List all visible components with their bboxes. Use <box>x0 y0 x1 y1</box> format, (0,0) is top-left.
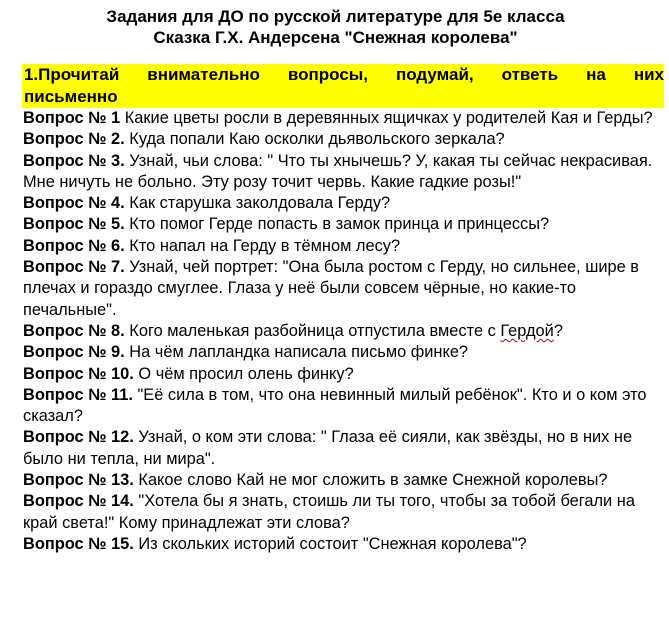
question-text: Узнай, о ком эти слова: " Глаза её сияли, как звёзды, но в них не было ни тепла, ни мира". <box>23 428 633 468</box>
instruction-word: них <box>633 65 664 84</box>
question-item <box>22 491 653 534</box>
question-text: Узнай, чей портрет: "Она была ростом с Герду, но сильнее, шире в плечах и гораздо смуглее. Глаза у неё были совсем чёрные, но какие-то печальные". <box>23 258 639 319</box>
document-title-line1: Задания для ДО по русской литературе для 5е класса <box>106 7 565 26</box>
instruction-word: ответь <box>501 65 559 84</box>
question-text: Какие цветы росли в деревянных ящичках у родителей Кая и Герды? <box>120 109 653 127</box>
question-text: Узнай, чьи слова: " Что ты хнычешь? У, какая ты сейчас некрасивая. Мне ничуть не больно. Эту розу точит червь. Какие гадкие розы!" <box>23 151 653 191</box>
question-item <box>22 236 653 257</box>
question-item <box>22 534 653 555</box>
question-text: "Хотела бы я знать, стоишь ли ты того, чтобы за тобой бегали на край света!" Кому принадлежат эти слова? <box>23 492 635 532</box>
question-number: Вопрос № 4. <box>23 194 125 213</box>
document-title-line2: Сказка Г.Х. Андерсена "Снежная королева" <box>153 28 518 47</box>
question-text-end: ? <box>553 321 563 340</box>
question-text: "Её сила в том, что она невинный милый ребёнок". Кто и о ком это сказал? <box>23 385 647 426</box>
question-number: Вопрос № 5. <box>23 215 125 234</box>
question-number: Вопрос № 7. <box>23 258 125 277</box>
spellcheck-underlined-word: Гердой <box>500 321 554 340</box>
instruction-word: внимательно <box>147 65 260 84</box>
question-text: Куда попали Каю осколки дьявольского зеркала? <box>124 130 505 149</box>
question-number: Вопрос № 15. <box>23 534 134 553</box>
question-text: Кто напал на Герду в тёмном лесу? <box>124 236 401 255</box>
question-item <box>22 214 653 235</box>
question-item <box>22 364 653 385</box>
instruction-word: вопросы, <box>287 65 369 84</box>
instruction-line2: письменно <box>24 87 118 106</box>
instruction-word: подумай, <box>396 65 474 84</box>
question-number: Вопрос № 3. <box>23 151 125 170</box>
instruction-line1 <box>24 64 664 86</box>
question-number: Вопрос № 13. <box>23 471 134 490</box>
question-text: Кого маленькая разбойница отпустила вместе с <box>124 321 501 340</box>
instruction-word: 1.Прочитай <box>24 65 120 84</box>
instruction-highlight <box>22 64 664 108</box>
question-text: О чём просил олень финку? <box>133 364 354 383</box>
question-item <box>22 257 653 321</box>
question-item <box>22 427 653 470</box>
question-text: Как старушка заколдовала Герду? <box>124 194 391 213</box>
question-text: Из скольких историй состоит "Снежная королева"? <box>133 534 527 553</box>
question-item <box>22 129 653 150</box>
question-item <box>22 193 653 214</box>
instruction-word: на <box>586 65 606 84</box>
question-item <box>22 342 653 363</box>
question-number: Вопрос № 14. <box>23 492 134 511</box>
question-item <box>22 108 653 129</box>
question-number: Вопрос № 9. <box>23 343 125 362</box>
question-text: На чём лапландка написала письмо финке? <box>124 343 469 362</box>
question-number: Вопрос № 1 <box>23 109 121 127</box>
question-item <box>22 151 653 194</box>
question-number: Вопрос № 11. <box>23 385 133 404</box>
question-number: Вопрос № 6. <box>23 236 125 255</box>
question-list <box>22 108 659 555</box>
question-number: Вопрос № 8. <box>23 321 125 340</box>
question-number: Вопрос № 12. <box>23 428 134 447</box>
question-number: Вопрос № 2. <box>23 130 125 149</box>
question-number: Вопрос № 10. <box>23 364 134 383</box>
question-item <box>22 321 653 342</box>
question-item <box>22 470 653 491</box>
question-text: Кто помог Герде попасть в замок принца и принцессы? <box>124 215 550 234</box>
question-text: Какое слово Кай не мог сложить в замке Снежной королевы? <box>133 471 608 490</box>
question-item <box>22 385 653 428</box>
